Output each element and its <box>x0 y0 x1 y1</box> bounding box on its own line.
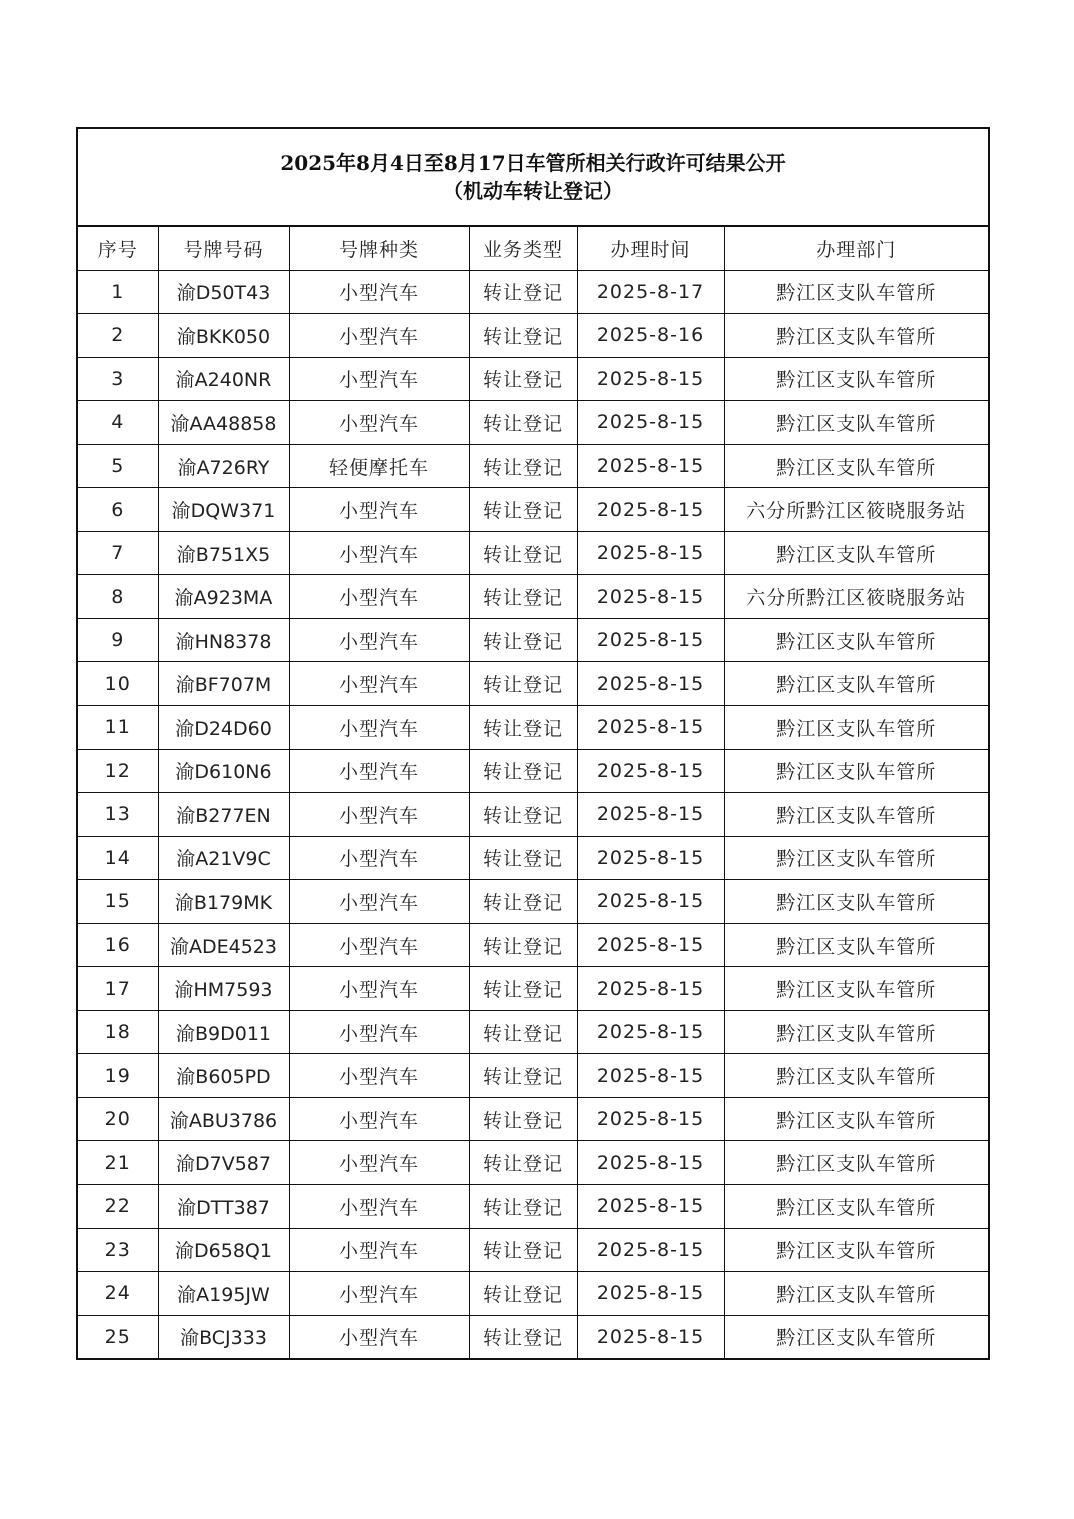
cell-department: 黔江区支队车管所 <box>724 314 988 358</box>
cell-plate-number: 渝A21V9C <box>158 836 289 880</box>
cell-process-date: 2025-8-15 <box>577 749 724 793</box>
cell-plate-number: 渝B277EN <box>158 793 289 837</box>
cell-plate-type: 小型汽车 <box>289 575 469 619</box>
cell-plate-type: 小型汽车 <box>289 706 469 750</box>
cell-index: 8 <box>78 575 158 619</box>
cell-business-type: 转让登记 <box>469 1054 577 1098</box>
cell-plate-number: 渝A195JW <box>158 1272 289 1316</box>
table-row <box>78 357 988 401</box>
cell-index: 4 <box>78 401 158 445</box>
cell-index: 6 <box>78 488 158 532</box>
cell-business-type: 转让登记 <box>469 880 577 924</box>
cell-plate-type: 小型汽车 <box>289 1315 469 1358</box>
cell-department: 黔江区支队车管所 <box>724 1010 988 1054</box>
cell-index: 14 <box>78 836 158 880</box>
cell-department: 黔江区支队车管所 <box>724 531 988 575</box>
cell-plate-number: 渝HN8378 <box>158 618 289 662</box>
cell-department: 黔江区支队车管所 <box>724 662 988 706</box>
cell-business-type: 转让登记 <box>469 706 577 750</box>
header-process-date: 办理时间 <box>577 227 724 270</box>
cell-department: 六分所黔江区筱晓服务站 <box>724 575 988 619</box>
cell-index: 10 <box>78 662 158 706</box>
table-row <box>78 880 988 924</box>
header-department: 办理部门 <box>724 227 988 270</box>
cell-plate-type: 小型汽车 <box>289 1272 469 1316</box>
table-row <box>78 1185 988 1229</box>
cell-plate-type: 小型汽车 <box>289 836 469 880</box>
cell-business-type: 转让登记 <box>469 531 577 575</box>
cell-index: 3 <box>78 357 158 401</box>
cell-department: 黔江区支队车管所 <box>724 967 988 1011</box>
table-row <box>78 662 988 706</box>
cell-plate-type: 小型汽车 <box>289 1141 469 1185</box>
results-table <box>78 227 988 1358</box>
cell-department: 黔江区支队车管所 <box>724 401 988 445</box>
cell-process-date: 2025-8-15 <box>577 1228 724 1272</box>
cell-department: 黔江区支队车管所 <box>724 444 988 488</box>
cell-index: 5 <box>78 444 158 488</box>
cell-business-type: 转让登记 <box>469 1228 577 1272</box>
cell-business-type: 转让登记 <box>469 1097 577 1141</box>
table-row <box>78 444 988 488</box>
cell-index: 1 <box>78 270 158 314</box>
cell-department: 黔江区支队车管所 <box>724 1315 988 1358</box>
cell-department: 黔江区支队车管所 <box>724 1272 988 1316</box>
cell-department: 黔江区支队车管所 <box>724 793 988 837</box>
cell-department: 黔江区支队车管所 <box>724 1097 988 1141</box>
cell-index: 15 <box>78 880 158 924</box>
cell-plate-number: 渝DQW371 <box>158 488 289 532</box>
cell-index: 7 <box>78 531 158 575</box>
header-plate-number: 号牌号码 <box>158 227 289 270</box>
cell-department: 黔江区支队车管所 <box>724 1141 988 1185</box>
cell-process-date: 2025-8-15 <box>577 488 724 532</box>
cell-process-date: 2025-8-15 <box>577 1315 724 1358</box>
cell-plate-number: 渝D50T43 <box>158 270 289 314</box>
cell-process-date: 2025-8-15 <box>577 880 724 924</box>
cell-plate-type: 轻便摩托车 <box>289 444 469 488</box>
cell-business-type: 转让登记 <box>469 314 577 358</box>
cell-plate-number: 渝B179MK <box>158 880 289 924</box>
cell-plate-type: 小型汽车 <box>289 488 469 532</box>
header-index: 序号 <box>78 227 158 270</box>
cell-plate-type: 小型汽车 <box>289 314 469 358</box>
table-row <box>78 923 988 967</box>
table-header-row <box>78 227 988 270</box>
cell-plate-type: 小型汽车 <box>289 923 469 967</box>
cell-plate-type: 小型汽车 <box>289 618 469 662</box>
cell-process-date: 2025-8-15 <box>577 1010 724 1054</box>
cell-process-date: 2025-8-15 <box>577 1054 724 1098</box>
table-row <box>78 1141 988 1185</box>
document-title: 2025年8月4日至8月17日车管所相关行政许可结果公开 <box>280 151 786 175</box>
cell-business-type: 转让登记 <box>469 444 577 488</box>
cell-index: 22 <box>78 1185 158 1229</box>
cell-plate-number: 渝B751X5 <box>158 531 289 575</box>
cell-index: 25 <box>78 1315 158 1358</box>
cell-index: 13 <box>78 793 158 837</box>
cell-plate-number: 渝BCJ333 <box>158 1315 289 1358</box>
cell-plate-type: 小型汽车 <box>289 749 469 793</box>
cell-process-date: 2025-8-15 <box>577 793 724 837</box>
table-row <box>78 1054 988 1098</box>
table-row <box>78 270 988 314</box>
cell-plate-type: 小型汽车 <box>289 880 469 924</box>
cell-process-date: 2025-8-15 <box>577 357 724 401</box>
cell-department: 黔江区支队车管所 <box>724 618 988 662</box>
cell-department: 黔江区支队车管所 <box>724 1054 988 1098</box>
cell-process-date: 2025-8-15 <box>577 1185 724 1229</box>
cell-plate-number: 渝ADE4523 <box>158 923 289 967</box>
cell-process-date: 2025-8-15 <box>577 967 724 1011</box>
cell-process-date: 2025-8-15 <box>577 444 724 488</box>
cell-process-date: 2025-8-15 <box>577 706 724 750</box>
cell-business-type: 转让登记 <box>469 923 577 967</box>
table-row <box>78 531 988 575</box>
cell-plate-type: 小型汽车 <box>289 967 469 1011</box>
table-row <box>78 1228 988 1272</box>
cell-department: 黔江区支队车管所 <box>724 1228 988 1272</box>
cell-process-date: 2025-8-15 <box>577 531 724 575</box>
cell-plate-type: 小型汽车 <box>289 357 469 401</box>
cell-business-type: 转让登记 <box>469 575 577 619</box>
cell-plate-number: 渝D7V587 <box>158 1141 289 1185</box>
cell-plate-type: 小型汽车 <box>289 531 469 575</box>
cell-business-type: 转让登记 <box>469 662 577 706</box>
cell-plate-type: 小型汽车 <box>289 662 469 706</box>
results-document <box>76 127 990 1360</box>
cell-process-date: 2025-8-15 <box>577 1272 724 1316</box>
cell-business-type: 转让登记 <box>469 749 577 793</box>
cell-department: 黔江区支队车管所 <box>724 270 988 314</box>
cell-plate-number: 渝HM7593 <box>158 967 289 1011</box>
cell-plate-type: 小型汽车 <box>289 1185 469 1229</box>
cell-business-type: 转让登记 <box>469 401 577 445</box>
cell-business-type: 转让登记 <box>469 1141 577 1185</box>
table-row <box>78 401 988 445</box>
cell-process-date: 2025-8-15 <box>577 401 724 445</box>
cell-business-type: 转让登记 <box>469 1185 577 1229</box>
table-row <box>78 1010 988 1054</box>
cell-index: 2 <box>78 314 158 358</box>
table-row <box>78 1315 988 1358</box>
cell-plate-type: 小型汽车 <box>289 1054 469 1098</box>
cell-department: 黔江区支队车管所 <box>724 1185 988 1229</box>
header-business-type: 业务类型 <box>469 227 577 270</box>
cell-business-type: 转让登记 <box>469 1272 577 1316</box>
table-body <box>78 270 988 1358</box>
cell-plate-number: 渝D24D60 <box>158 706 289 750</box>
cell-department: 黔江区支队车管所 <box>724 357 988 401</box>
cell-process-date: 2025-8-15 <box>577 575 724 619</box>
cell-index: 17 <box>78 967 158 1011</box>
cell-department: 黔江区支队车管所 <box>724 836 988 880</box>
cell-process-date: 2025-8-16 <box>577 314 724 358</box>
cell-plate-type: 小型汽车 <box>289 793 469 837</box>
cell-index: 11 <box>78 706 158 750</box>
cell-business-type: 转让登记 <box>469 618 577 662</box>
document-subtitle: （机动车转让登记） <box>443 179 623 203</box>
table-row <box>78 749 988 793</box>
cell-plate-type: 小型汽车 <box>289 1228 469 1272</box>
cell-process-date: 2025-8-15 <box>577 1141 724 1185</box>
cell-department: 黔江区支队车管所 <box>724 923 988 967</box>
cell-plate-number: 渝BKK050 <box>158 314 289 358</box>
cell-business-type: 转让登记 <box>469 270 577 314</box>
table-row <box>78 836 988 880</box>
table-row <box>78 314 988 358</box>
table-row <box>78 706 988 750</box>
cell-process-date: 2025-8-15 <box>577 1097 724 1141</box>
cell-process-date: 2025-8-17 <box>577 270 724 314</box>
cell-department: 黔江区支队车管所 <box>724 880 988 924</box>
cell-business-type: 转让登记 <box>469 488 577 532</box>
table-row <box>78 1272 988 1316</box>
cell-plate-type: 小型汽车 <box>289 1097 469 1141</box>
cell-plate-type: 小型汽车 <box>289 401 469 445</box>
title-block <box>78 129 988 227</box>
cell-business-type: 转让登记 <box>469 1315 577 1358</box>
table-row <box>78 793 988 837</box>
cell-index: 9 <box>78 618 158 662</box>
cell-process-date: 2025-8-15 <box>577 923 724 967</box>
cell-index: 19 <box>78 1054 158 1098</box>
cell-business-type: 转让登记 <box>469 836 577 880</box>
table-row <box>78 618 988 662</box>
cell-process-date: 2025-8-15 <box>577 662 724 706</box>
cell-process-date: 2025-8-15 <box>577 618 724 662</box>
cell-index: 16 <box>78 923 158 967</box>
cell-index: 18 <box>78 1010 158 1054</box>
cell-plate-number: 渝BF707M <box>158 662 289 706</box>
cell-department: 六分所黔江区筱晓服务站 <box>724 488 988 532</box>
cell-plate-number: 渝DTT387 <box>158 1185 289 1229</box>
table-row <box>78 575 988 619</box>
cell-plate-type: 小型汽车 <box>289 1010 469 1054</box>
table-row <box>78 1097 988 1141</box>
table-row <box>78 488 988 532</box>
cell-index: 12 <box>78 749 158 793</box>
cell-plate-number: 渝A240NR <box>158 357 289 401</box>
table-row <box>78 967 988 1011</box>
header-plate-type: 号牌种类 <box>289 227 469 270</box>
cell-plate-number: 渝D610N6 <box>158 749 289 793</box>
cell-index: 20 <box>78 1097 158 1141</box>
cell-plate-number: 渝AA48858 <box>158 401 289 445</box>
cell-index: 21 <box>78 1141 158 1185</box>
cell-department: 黔江区支队车管所 <box>724 749 988 793</box>
cell-process-date: 2025-8-15 <box>577 836 724 880</box>
cell-business-type: 转让登记 <box>469 1010 577 1054</box>
cell-business-type: 转让登记 <box>469 357 577 401</box>
cell-plate-number: 渝D658Q1 <box>158 1228 289 1272</box>
cell-plate-number: 渝ABU3786 <box>158 1097 289 1141</box>
cell-index: 24 <box>78 1272 158 1316</box>
cell-plate-type: 小型汽车 <box>289 270 469 314</box>
cell-plate-number: 渝B605PD <box>158 1054 289 1098</box>
cell-plate-number: 渝A923MA <box>158 575 289 619</box>
cell-index: 23 <box>78 1228 158 1272</box>
cell-department: 黔江区支队车管所 <box>724 706 988 750</box>
cell-business-type: 转让登记 <box>469 793 577 837</box>
cell-business-type: 转让登记 <box>469 967 577 1011</box>
cell-plate-number: 渝B9D011 <box>158 1010 289 1054</box>
cell-plate-number: 渝A726RY <box>158 444 289 488</box>
